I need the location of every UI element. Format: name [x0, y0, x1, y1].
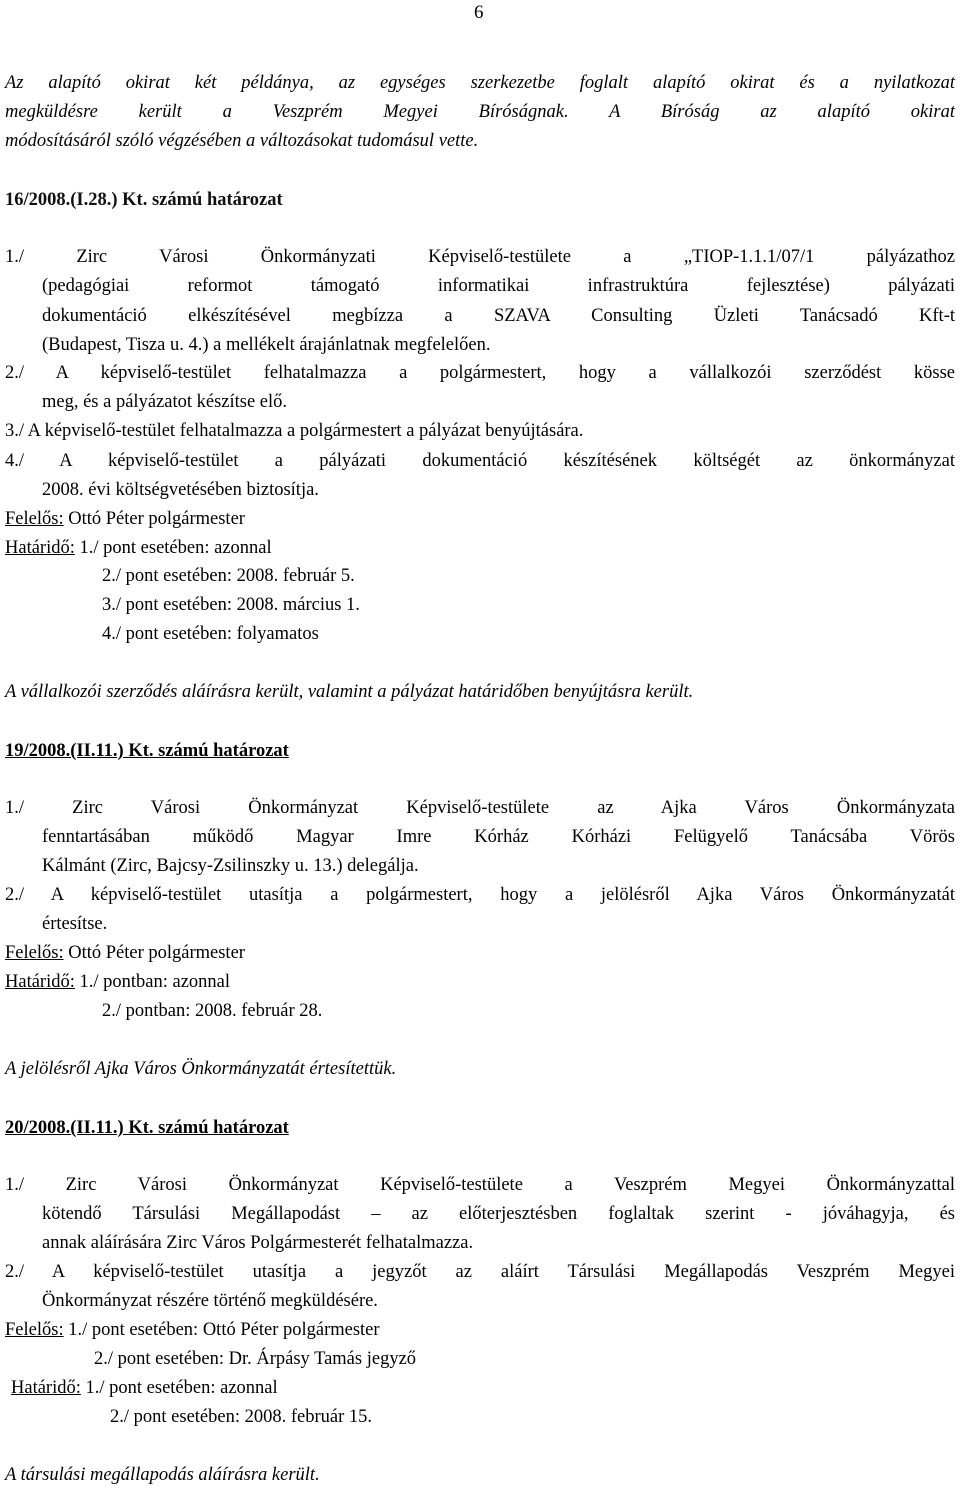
res19-p1-line2: fenntartásában működő Magyar Imre Kórház Kórházi Felügyelő Tanácsába Vörös [42, 827, 955, 847]
res16-hatarido-label: Határidő: [5, 538, 75, 558]
res20-note: A társulási megállapodás aláírásra került. [5, 1465, 320, 1485]
res16-p1-line2: (pedagógiai reformot támogató informatikai infrastruktúra fejlesztése) pályázati [42, 276, 955, 296]
res20-p1-line2-wrap [42, 1202, 955, 1226]
res16-p2-line1: 2./ A képviselő-testület felhatalmazza a polgármestert, hogy a vállalkozói szerződést kösse [5, 363, 955, 383]
res16-hatarido-3: 3./ pont esetében: 2008. március 1. [102, 595, 360, 615]
page-number: 6 [474, 2, 484, 23]
res19-p1-line1-wrap [5, 796, 955, 820]
intro-paragraph [5, 71, 955, 95]
res16-p1-line1-wrap [5, 245, 955, 269]
res20-p1-line3: annak aláírására Zirc Város Polgármesterét felhatalmazza. [42, 1233, 474, 1253]
res16-p1-line4: (Budapest, Tisza u. 4.) a mellékelt árajánlatnak megfelelően. [42, 335, 491, 355]
res20-p1-line1-wrap [5, 1173, 955, 1197]
res20-p2-line1-wrap [5, 1260, 955, 1284]
res16-p4-line1: 4./ A képviselő-testület a pályázati dokumentáció készítésének költségét az önkormányzat [5, 451, 955, 471]
res16-hatarido [5, 536, 272, 560]
res20-hatarido-2: 2./ pont esetében: 2008. február 15. [110, 1407, 373, 1427]
res19-p2-line1-wrap [5, 883, 955, 907]
intro-line-2-wrap [5, 100, 955, 124]
res20-felelos [5, 1318, 380, 1342]
res19-note: A jelölésről Ajka Város Önkormányzatát értesítettük. [5, 1059, 397, 1079]
res19-p1-line1: 1./ Zirc Városi Önkormányzat Képviselő-testülete az Ajka Város Önkormányzata [5, 798, 955, 818]
res16-p4-line2: 2008. évi költségvetésében biztosítja. [42, 480, 319, 500]
res19-felelos-label: Felelős: [5, 943, 64, 963]
res20-p1-line1: 1./ Zirc Városi Önkormányzat Képviselő-testülete a Veszprém Megyei Önkormányzattal [5, 1175, 955, 1195]
res19-p2-line1: 2./ A képviselő-testület utasítja a polgármestert, hogy a jelölésről Ajka Város Önkormányzatát [5, 885, 955, 905]
res16-p3: 3./ A képviselő-testület felhatalmazza a polgármestert a pályázat benyújtására. [5, 421, 584, 441]
res20-p1-line2: kötendő Társulási Megállapodást – az előterjesztésben foglaltak szerint - jóváhagyja, és [42, 1204, 955, 1224]
res16-p1-line1: 1./ Zirc Városi Önkormányzati Képviselő-testülete a „TIOP-1.1.1/07/1 pályázathoz [5, 247, 955, 267]
res20-felelos-label: Felelős: [5, 1320, 64, 1340]
res16-p1-line2-wrap [42, 274, 955, 298]
res20-hatarido-1: 1./ pont esetében: azonnal [80, 1378, 278, 1398]
res16-hatarido-2: 2./ pont esetében: 2008. február 5. [102, 566, 355, 586]
res16-felelos-label: Felelős: [5, 509, 64, 529]
res19-hatarido [5, 970, 230, 994]
res20-felelos-1: 1./ pont esetében: Ottó Péter polgármester [63, 1320, 380, 1340]
res19-hatarido-2: 2./ pontban: 2008. február 28. [102, 1001, 323, 1021]
res20-hatarido-label: Határidő: [11, 1378, 81, 1398]
res16-p2-line2: meg, és a pályázatot készítse elő. [42, 392, 288, 412]
res16-hatarido-4: 4./ pont esetében: folyamatos [102, 624, 319, 644]
res16-hatarido-1: 1./ pont esetében: azonnal [74, 538, 272, 558]
res19-p1-line2-wrap [42, 825, 955, 849]
res16-p1-line3-wrap [42, 304, 955, 328]
intro-line-2: megküldésre került a Veszprém Megyei Bíróságnak. A Bíróság az alapító okirat [5, 102, 955, 122]
res16-p4-line1-wrap [5, 449, 955, 473]
res19-hatarido-label: Határidő: [5, 972, 75, 992]
res16-felelos-value: Ottó Péter polgármester [63, 509, 245, 529]
intro-line-3: módosításáról szóló végzésében a változásokat tudomásul vette. [5, 131, 479, 151]
res19-p1-line3: Kálmánt (Zirc, Bajcsy-Zsilinszky u. 13.) delegálja. [42, 856, 419, 876]
resolution-19-heading: 19/2008.(II.11.) Kt. számú határozat [5, 741, 289, 761]
res20-hatarido [11, 1376, 278, 1400]
resolution-16-heading: 16/2008.(I.28.) Kt. számú határozat [5, 190, 283, 210]
res19-felelos-value: Ottó Péter polgármester [63, 943, 245, 963]
res16-note: A vállalkozói szerződés aláírásra került, valamint a pályázat határidőben benyújtásra került. [5, 682, 694, 702]
res20-p2-line2: Önkormányzat részére történő megküldésére. [42, 1291, 378, 1311]
res19-hatarido-1: 1./ pontban: azonnal [74, 972, 231, 992]
res19-p2-line2: értesítse. [42, 914, 108, 934]
res20-p2-line1: 2./ A képviselő-testület utasítja a jegyzőt az aláírt Társulási Megállapodás Veszprém Megyei [5, 1262, 955, 1282]
res19-felelos [5, 941, 245, 965]
res20-felelos-2: 2./ pont esetében: Dr. Árpásy Tamás jegyző [94, 1349, 417, 1369]
res16-p2-line1-wrap [5, 361, 955, 385]
intro-line-1: Az alapító okirat két példánya, az egységes szerkezetbe foglalt alapító okirat és a nyilatkozat [5, 73, 955, 93]
res16-p1-line3: dokumentáció elkészítésével megbízza a SZAVA Consulting Üzleti Tanácsadó Kft-t [42, 306, 955, 326]
resolution-20-heading: 20/2008.(II.11.) Kt. számú határozat [5, 1118, 289, 1138]
res16-felelos [5, 507, 245, 531]
